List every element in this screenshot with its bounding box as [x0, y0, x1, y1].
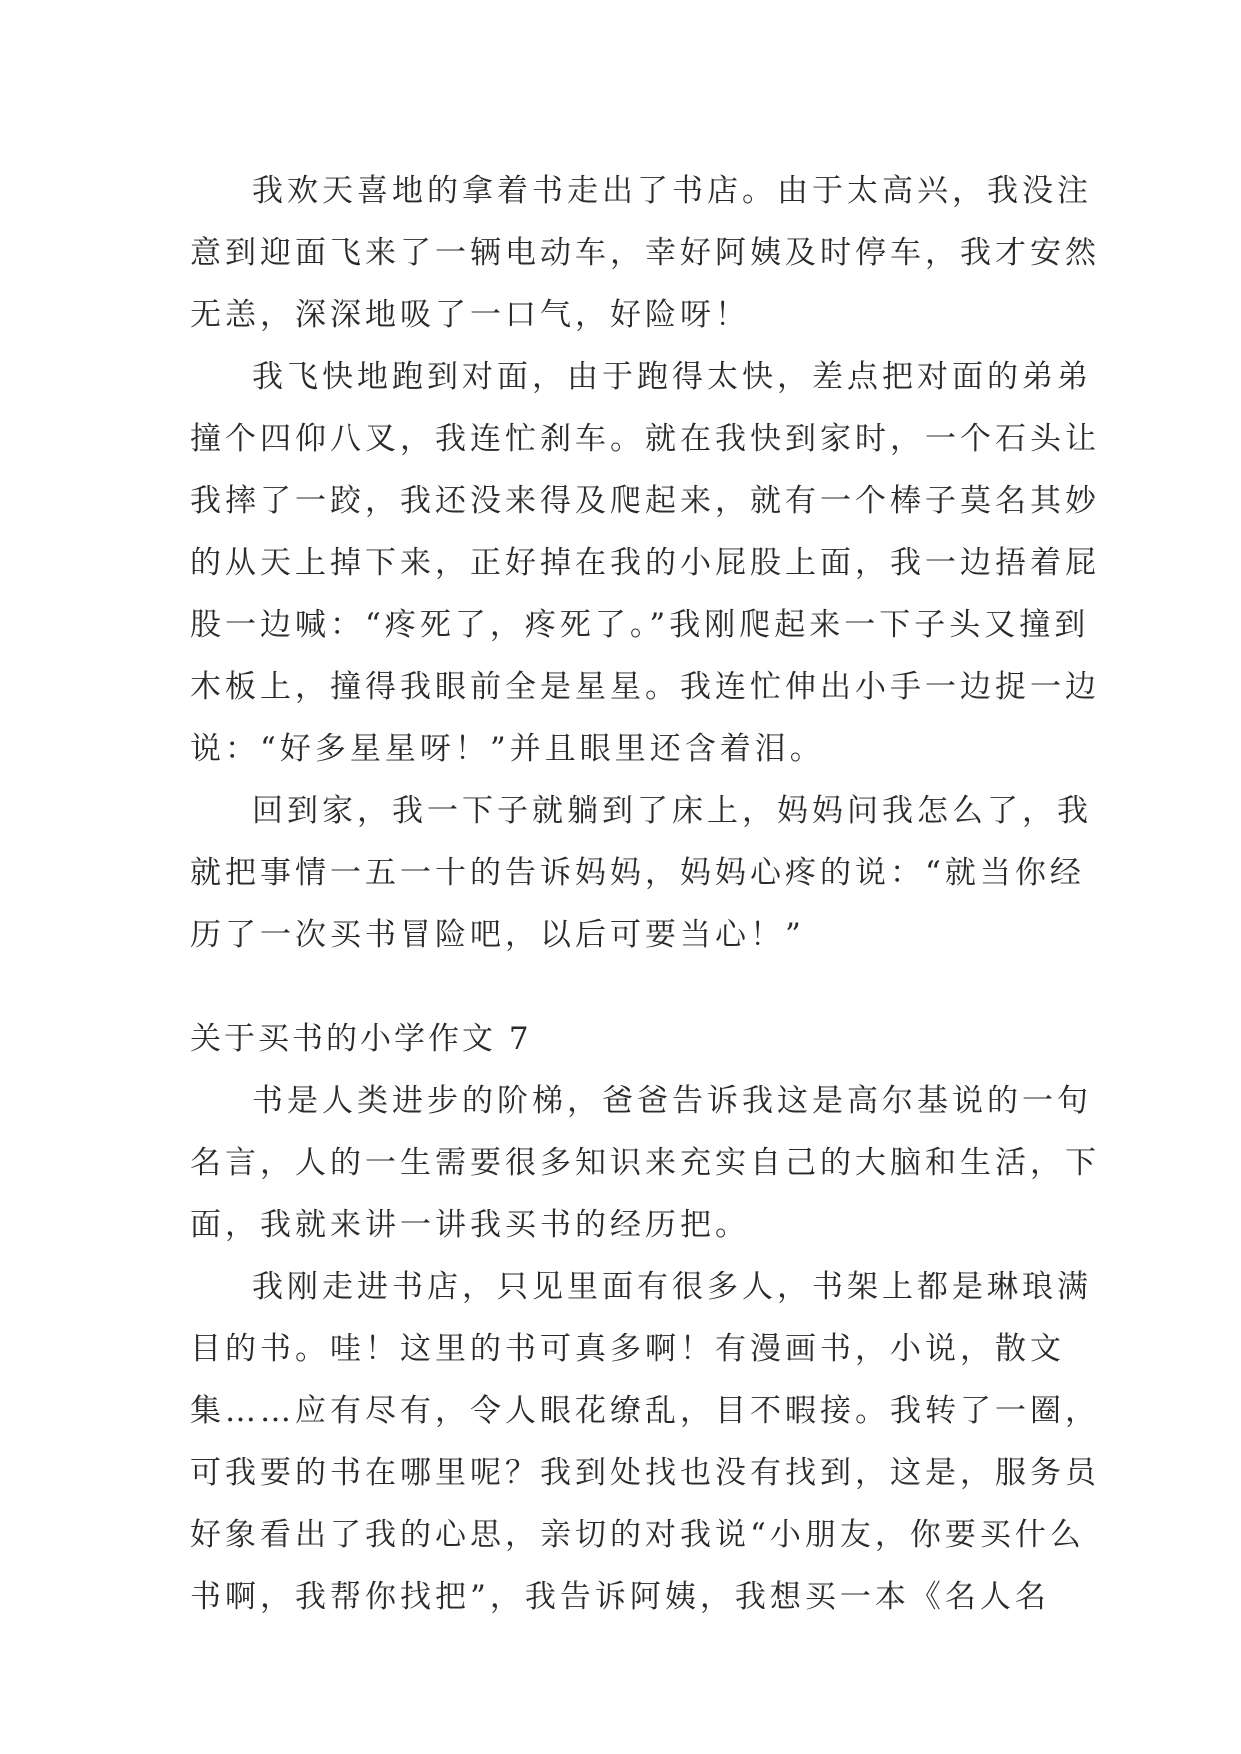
text-line: 历了一次买书冒险吧，以后可要当心！”	[190, 917, 805, 953]
text-line: 名言，人的一生需要很多知识来充实自己的大脑和生活，下	[190, 1145, 1100, 1181]
text-line: 我刚走进书店，只见里面有很多人，书架上都是琳琅满	[252, 1269, 1092, 1305]
text-line: 我摔了一跤，我还没来得及爬起来，就有一个棒子莫名其妙	[190, 483, 1100, 519]
text-line: 无恙，深深地吸了一口气，好险呀！	[190, 297, 750, 333]
paragraph	[190, 1256, 1100, 1628]
text-line: 我飞快地跑到对面，由于跑得太快，差点把对面的弟弟	[252, 359, 1092, 395]
paragraph	[190, 346, 1100, 780]
text-line: 木板上，撞得我眼前全是星星。我连忙伸出小手一边捉一边	[190, 669, 1100, 705]
text-line: 集……应有尽有，令人眼花缭乱，目不暇接。我转了一圈，	[190, 1393, 1100, 1429]
text-line: 回到家，我一下子就躺到了床上，妈妈问我怎么了，我	[252, 793, 1092, 829]
text-line: 就把事情一五一十的告诉妈妈，妈妈心疼的说：“就当你经	[190, 855, 1085, 891]
text-line: 好象看出了我的心思，亲切的对我说“小朋友，你要买什么	[190, 1517, 1085, 1553]
text-line: 股一边喊：“疼死了，疼死了。”我刚爬起来一下子头又撞到	[190, 607, 1090, 643]
section-heading: 关于买书的小学作文 7	[190, 1021, 532, 1057]
text-line: 的从天上掉下来，正好掉在我的小屁股上面，我一边捂着屁	[190, 545, 1100, 581]
text-line: 面，我就来讲一讲我买书的经历把。	[190, 1207, 750, 1243]
document-body	[190, 160, 1100, 1628]
text-line: 意到迎面飞来了一辆电动车，幸好阿姨及时停车，我才安然	[190, 235, 1100, 271]
text-line: 可我要的书在哪里呢？我到处找也没有找到，这是，服务员	[190, 1455, 1100, 1491]
text-line: 书啊，我帮你找把”，我告诉阿姨，我想买一本《名人名	[190, 1579, 1050, 1615]
paragraph	[190, 780, 1092, 966]
text-line: 撞个四仰八叉，我连忙刹车。就在我快到家时，一个石头让	[190, 421, 1100, 457]
text-line: 书是人类进步的阶梯，爸爸告诉我这是高尔基说的一句	[252, 1083, 1092, 1119]
text-line: 目的书。哇！这里的书可真多啊！有漫画书，小说，散文	[190, 1331, 1065, 1367]
text-line: 说：“好多星星呀！”并且眼里还含着泪。	[190, 731, 825, 767]
paragraph	[190, 160, 1100, 346]
text-line: 我欢天喜地的拿着书走出了书店。由于太高兴，我没注	[252, 173, 1092, 209]
paragraph	[190, 1070, 1100, 1256]
